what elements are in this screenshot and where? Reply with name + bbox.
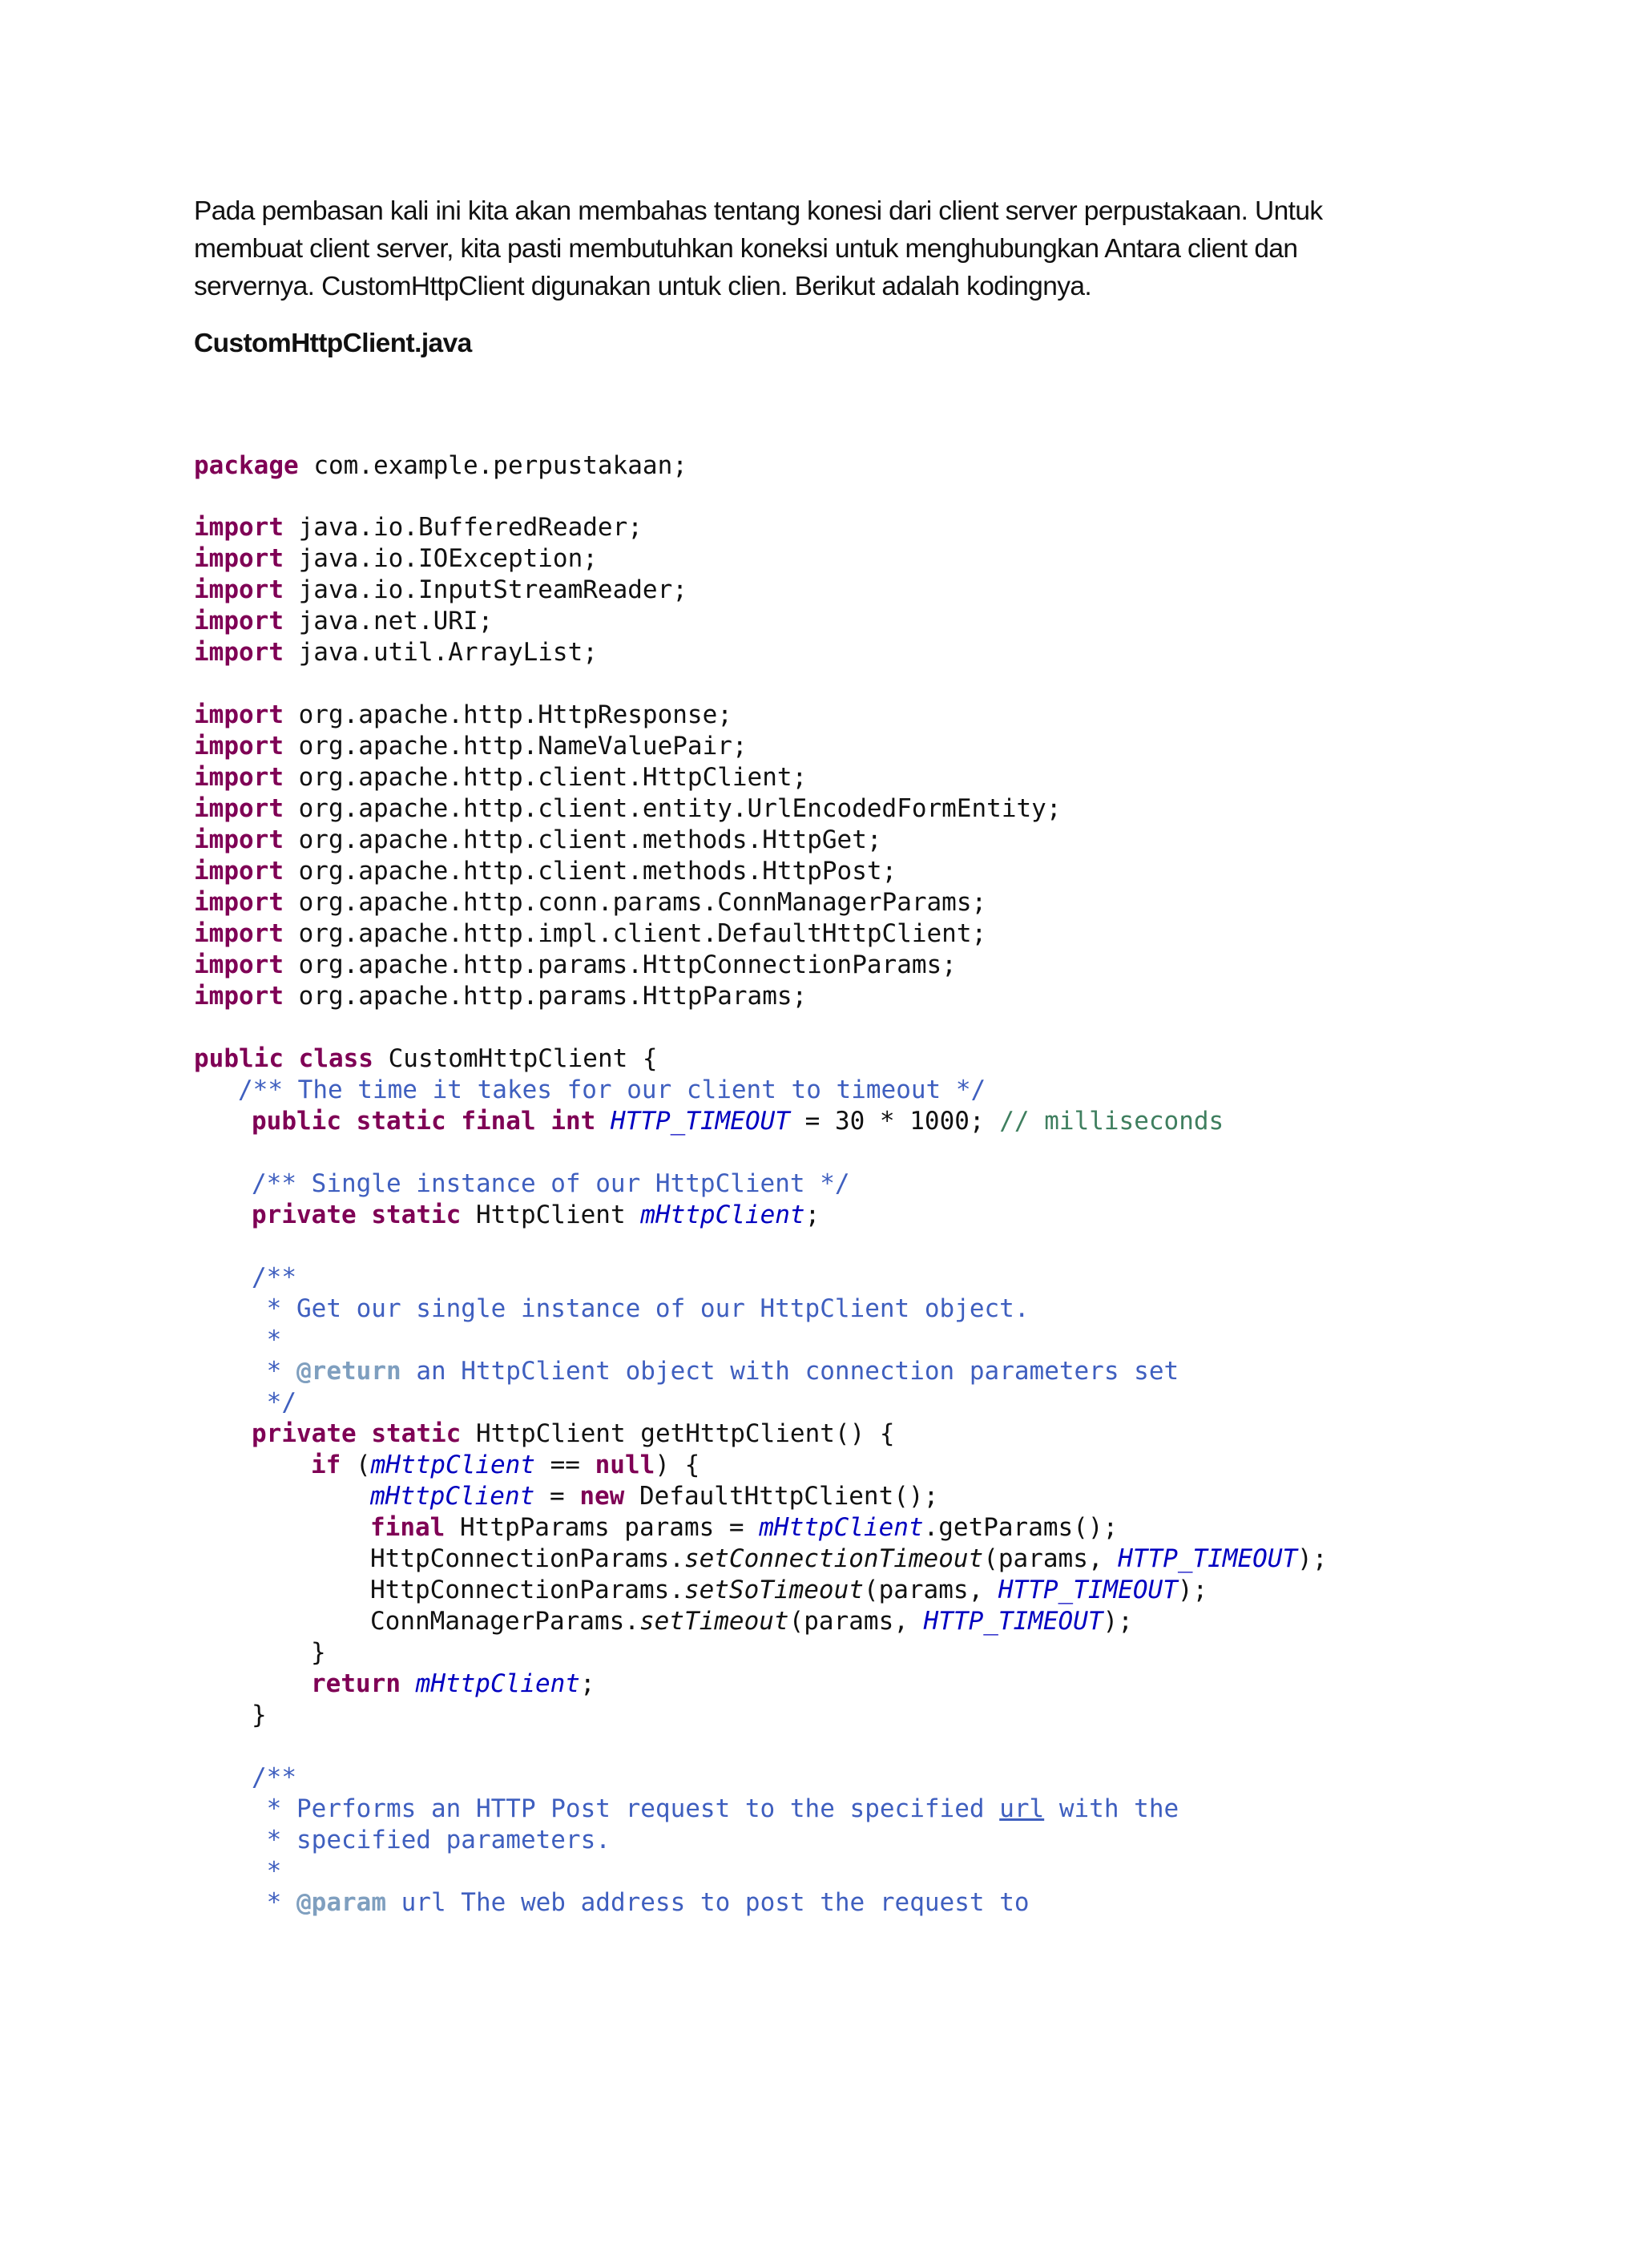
keyword: class xyxy=(298,1044,373,1073)
keyword: null xyxy=(595,1451,655,1479)
keyword: int xyxy=(550,1107,596,1136)
javadoc: */ xyxy=(252,1388,296,1417)
code-line-doc xyxy=(238,1075,986,1105)
intro-line-1: Pada pembasan kali ini kita akan membahas tentang konesi dari client server perpustakaan. Untuk xyxy=(194,196,1323,226)
keyword: static xyxy=(371,1419,462,1448)
code-text: HttpConnectionParams. xyxy=(370,1544,684,1573)
keyword: public xyxy=(252,1107,341,1136)
code-line-import xyxy=(194,575,687,605)
code-text: org.apache.http.conn.params.ConnManagerParams; xyxy=(283,888,987,917)
code-line-return xyxy=(311,1669,595,1699)
intro-paragraph xyxy=(194,192,1412,305)
code-line-method-sig xyxy=(252,1419,895,1449)
code-line-import xyxy=(194,793,1062,824)
javadoc: an HttpClient object with connection parameters set xyxy=(401,1357,1179,1386)
keyword: import xyxy=(194,982,284,1011)
code-text: (params, xyxy=(788,1607,924,1636)
code-text: ; xyxy=(804,1201,820,1229)
static-method: setSoTimeout xyxy=(683,1576,864,1604)
code-text: HttpConnectionParams. xyxy=(370,1576,684,1604)
code-text: org.apache.http.client.HttpClient; xyxy=(283,763,808,792)
keyword: final xyxy=(370,1513,446,1542)
keyword: import xyxy=(194,513,284,542)
keyword: private xyxy=(252,1419,357,1448)
code-text: } xyxy=(311,1638,326,1667)
javadoc: * xyxy=(252,1888,296,1917)
keyword: import xyxy=(194,825,284,854)
code-text: CustomHttpClient { xyxy=(373,1044,658,1073)
code-line-class-decl xyxy=(194,1043,658,1074)
code-text: org.apache.http.client.methods.HttpGet; xyxy=(283,825,882,854)
javadoc: /** The time it takes for our client to timeout */ xyxy=(238,1075,986,1104)
keyword: import xyxy=(194,732,284,761)
code-line-field xyxy=(252,1200,820,1230)
code-line-import xyxy=(194,606,493,636)
code-line-import xyxy=(194,981,807,1011)
code-line-import xyxy=(194,512,643,543)
code-line-params xyxy=(370,1512,1118,1543)
code-line-doc xyxy=(252,1887,1030,1918)
javadoc: * xyxy=(252,1357,296,1386)
javadoc: * Get our single instance of our HttpClient object. xyxy=(252,1294,1030,1323)
code-line-call xyxy=(370,1575,1208,1605)
code-line-doc xyxy=(252,1794,1179,1824)
keyword: import xyxy=(194,950,284,979)
javadoc: * Performs an HTTP Post request to the specified xyxy=(252,1794,1000,1823)
code-line-import xyxy=(194,950,957,980)
code-listing xyxy=(194,450,1328,2268)
static-field: mHttpClient xyxy=(759,1513,924,1542)
static-method: setConnectionTimeout xyxy=(683,1544,984,1573)
code-line-doc xyxy=(252,1262,296,1293)
static-field: HTTP_TIMEOUT xyxy=(1118,1544,1298,1573)
code-line-import xyxy=(194,731,748,761)
code-line-doc xyxy=(252,1325,281,1355)
javadoc: /** Single instance of our HttpClient */ xyxy=(252,1169,850,1198)
code-text: org.apache.http.HttpResponse; xyxy=(283,700,732,729)
static-field: mHttpClient xyxy=(640,1201,805,1229)
keyword: import xyxy=(194,575,284,604)
code-text: HttpClient xyxy=(461,1201,641,1229)
code-text: org.apache.http.client.entity.UrlEncodedFormEntity; xyxy=(283,794,1062,823)
keyword: import xyxy=(194,857,284,886)
keyword: import xyxy=(194,700,284,729)
line-comment: // milliseconds xyxy=(999,1107,1224,1136)
static-field: mHttpClient xyxy=(415,1669,580,1698)
code-text: = 30 * 1000; xyxy=(789,1107,1000,1136)
keyword: public xyxy=(194,1044,284,1073)
code-line-import xyxy=(194,700,732,730)
static-field: HTTP_TIMEOUT xyxy=(998,1576,1178,1604)
javadoc: url The web address to post the request to xyxy=(385,1888,1030,1917)
code-text: .getParams(); xyxy=(923,1513,1119,1542)
static-field: mHttpClient xyxy=(370,1482,535,1511)
javadoc: with the xyxy=(1044,1794,1179,1823)
code-line-import xyxy=(194,887,986,918)
code-text: (params, xyxy=(983,1544,1119,1573)
keyword: private xyxy=(252,1201,357,1229)
keyword: return xyxy=(311,1669,401,1698)
code-line-constant xyxy=(252,1106,1224,1136)
code-line-doc xyxy=(252,1387,296,1418)
keyword: import xyxy=(194,544,284,573)
code-line-doc xyxy=(252,1168,850,1199)
javadoc-underlined-word: url xyxy=(999,1794,1045,1823)
code-line-import xyxy=(194,825,882,855)
code-text: ) { xyxy=(655,1451,700,1479)
code-text: java.util.ArrayList; xyxy=(283,638,598,667)
code-text: } xyxy=(252,1701,267,1729)
javadoc: * specified parameters. xyxy=(252,1826,611,1854)
code-text: HttpParams params = xyxy=(445,1513,760,1542)
javadoc-tag: @return xyxy=(296,1357,401,1386)
static-field: HTTP_TIMEOUT xyxy=(610,1107,790,1136)
keyword: import xyxy=(194,763,284,792)
code-line-doc xyxy=(252,1825,611,1855)
code-text: org.apache.http.NameValuePair; xyxy=(283,732,748,761)
keyword: new xyxy=(579,1482,625,1511)
code-text: = xyxy=(534,1482,580,1511)
static-method: setTimeout xyxy=(639,1607,789,1636)
code-line-assign xyxy=(370,1481,938,1511)
code-line-call xyxy=(370,1606,1133,1636)
code-line-package xyxy=(194,450,687,481)
code-text: ; xyxy=(579,1669,595,1698)
code-line-import xyxy=(194,543,598,574)
code-text: ); xyxy=(1103,1607,1133,1636)
code-text: (params, xyxy=(863,1576,998,1604)
intro-line-2: membuat client server, kita pasti membutuhkan koneksi untuk menghubungkan Antara client dan xyxy=(194,234,1298,264)
code-text: ConnManagerParams. xyxy=(370,1607,639,1636)
keyword: import xyxy=(194,919,284,948)
code-line-import xyxy=(194,762,807,793)
keyword: final xyxy=(461,1107,536,1136)
file-heading: CustomHttpClient.java xyxy=(194,329,472,358)
code-text: org.apache.http.client.methods.HttpPost; xyxy=(283,857,897,886)
code-text: DefaultHttpClient(); xyxy=(624,1482,939,1511)
code-text: == xyxy=(534,1451,595,1479)
keyword: import xyxy=(194,794,284,823)
code-text: com.example.perpustakaan; xyxy=(298,451,687,480)
code-line-doc xyxy=(252,1356,1179,1386)
code-text: ); xyxy=(1297,1544,1328,1573)
code-line-doc xyxy=(252,1293,1030,1324)
static-field: HTTP_TIMEOUT xyxy=(923,1607,1103,1636)
keyword: package xyxy=(194,451,299,480)
keyword: static xyxy=(356,1107,446,1136)
keyword: static xyxy=(371,1201,462,1229)
code-text: java.io.BufferedReader; xyxy=(283,513,643,542)
javadoc: * xyxy=(252,1857,282,1886)
code-line-import xyxy=(194,918,986,949)
code-line-doc xyxy=(252,1856,281,1887)
code-line-brace xyxy=(311,1637,326,1668)
code-line-import xyxy=(194,637,598,668)
code-text: java.net.URI; xyxy=(283,607,494,636)
code-text: org.apache.http.params.HttpConnectionParams; xyxy=(283,950,957,979)
keyword: import xyxy=(194,607,284,636)
javadoc: /** xyxy=(252,1763,296,1792)
keyword: import xyxy=(194,888,284,917)
code-text: HttpClient getHttpClient() { xyxy=(461,1419,895,1448)
javadoc: /** xyxy=(252,1263,296,1292)
code-text: java.io.IOException; xyxy=(283,544,598,573)
keyword: import xyxy=(194,638,284,667)
javadoc: * xyxy=(252,1326,282,1354)
static-field: mHttpClient xyxy=(370,1451,535,1479)
keyword: if xyxy=(311,1451,341,1479)
code-line-brace xyxy=(252,1700,267,1730)
intro-line-3: servernya. CustomHttpClient digunakan untuk clien. Berikut adalah kodingnya. xyxy=(194,272,1092,301)
code-text: ( xyxy=(341,1451,371,1479)
code-text: org.apache.http.params.HttpParams; xyxy=(283,982,808,1011)
code-line-if xyxy=(311,1450,700,1480)
javadoc-tag: @param xyxy=(296,1888,386,1917)
code-text: java.io.InputStreamReader; xyxy=(283,575,687,604)
code-line-doc xyxy=(252,1762,296,1793)
code-text: org.apache.http.impl.client.DefaultHttpClient; xyxy=(283,919,987,948)
code-text: ); xyxy=(1177,1576,1208,1604)
code-line-call xyxy=(370,1544,1328,1574)
code-line-import xyxy=(194,856,897,886)
